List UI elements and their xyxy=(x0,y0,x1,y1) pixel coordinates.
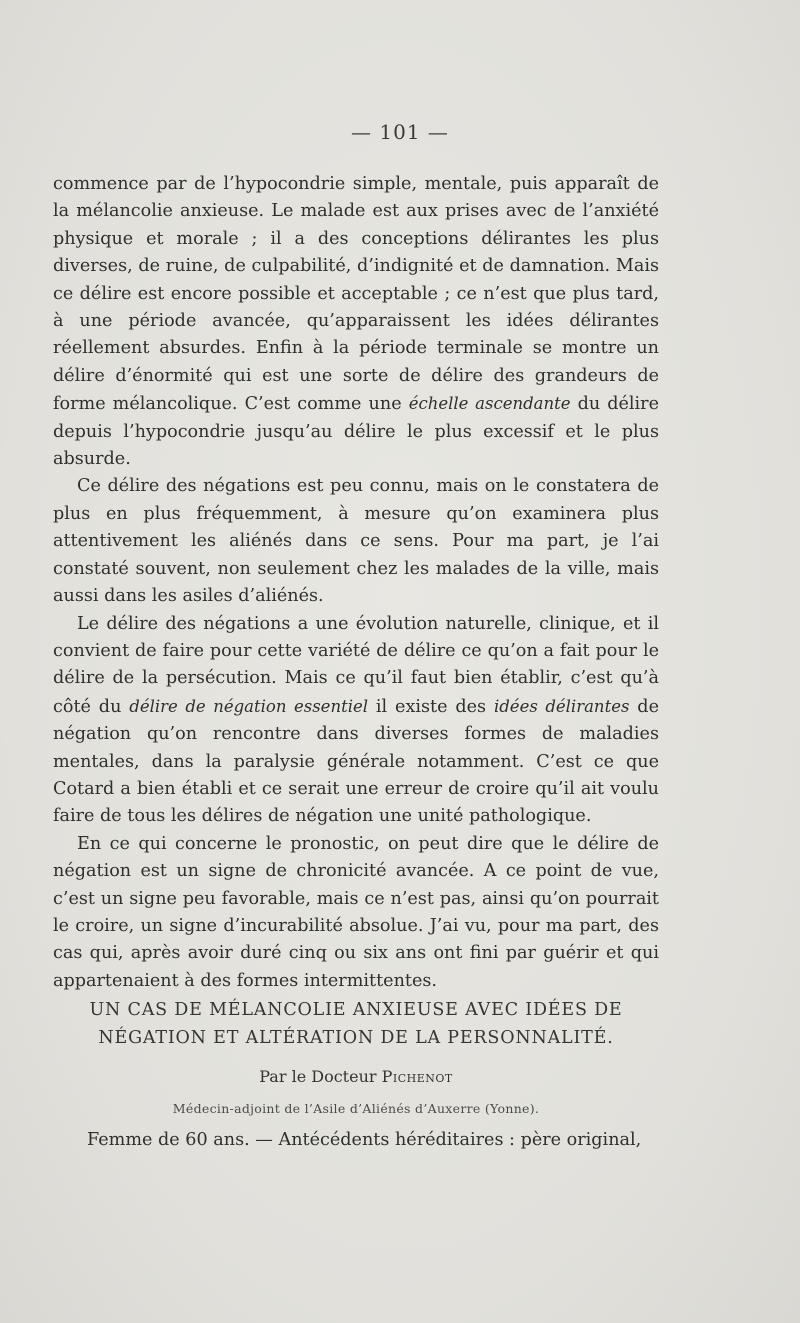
paragraph-4: En ce qui concerne le pronostic, on peut dire que le délire de négation est un signe de chronicité avancée. A ce point de vue, c’est un signe peu favorable, mais ce n’est pas, ainsi qu’on pourrait le croire, un signe d’incurabilité absolue. J’ai vu, pour ma part, des cas qui, après avoir duré cinq ou six ans ont fini par guérir et qui appartenaient à des formes intermittentes. xyxy=(53,833,659,991)
article-title-line-1: UN CAS DE MÉLANCOLIE ANXIEUSE AVEC IDÉES DE xyxy=(89,1000,623,1020)
body-text xyxy=(53,171,659,995)
emphasis-idees-delirantes: idées délirantes xyxy=(493,696,630,716)
article-first-line: Femme de 60 ans. — Antécédents héréditaires : père original, xyxy=(87,1130,642,1150)
author-name: Pichenot xyxy=(381,1067,453,1086)
byline: Par le Docteur Pichenot xyxy=(259,1067,453,1086)
article-title xyxy=(53,996,659,1052)
paragraph-3: Le délire des négations a une évolution naturelle, clinique, et il convient de faire pour cette variété de délire ce qu’on a fait pour le délire de la persécution. Mais ce qu’il faut bien établir, c’est qu’à côté du délire de négation essentiel il existe des idées délirantes de négation qu’on rencontre dans diverses formes de maladies mentales, dans la paralysie générale notamment. C’est ce que Cotard a bien établi et ce serait une erreur de croire qu’il ait voulu faire de tous les délires de négation une unité pathologique. xyxy=(53,613,659,827)
paragraph-1: commence par de l’hypocondrie simple, mentale, puis apparaît de la mélancolie anxieuse. Le malade est aux prises avec de l’anxiété physique et morale ; il a des conceptions délirantes les plus diverses, de ruine, de culpabilité, d’indignité et de damnation. Mais ce délire est encore possible et acceptable ; ce n’est que plus tard, à une période avancée, qu’apparaissent les idées délirantes réellement absurdes. Enfin à la période terminale se montre un délire d’énormité qui est une sorte de délire des grandeurs de forme mélancolique. C’est comme une échelle ascendante du délire depuis l’hypocondrie jusqu’au délire le plus excessif et le plus absurde. xyxy=(53,174,660,470)
author-affiliation: Médecin-adjoint de l’Asile d’Aliénés d’Auxerre (Yonne). xyxy=(172,1101,540,1116)
emphasis-echelle: échelle ascendante xyxy=(408,394,571,414)
paragraph-2: Ce délire des négations est peu connu, mais on le constatera de plus en plus fréquemment, à mesure qu’on examinera plus attentivement les aliénés dans ce sens. Pour ma part, je l’ai constaté souvent, non seulement chez les malades de la ville, mais aussi dans les asiles d’aliénés. xyxy=(53,476,659,607)
page-number: — 101 — xyxy=(351,120,449,144)
article-title-line-2: NÉGATION ET ALTÉRATION DE LA PERSONNALITÉ. xyxy=(98,1028,614,1048)
emphasis-delire-essentiel: délire de négation essentiel xyxy=(129,696,369,716)
